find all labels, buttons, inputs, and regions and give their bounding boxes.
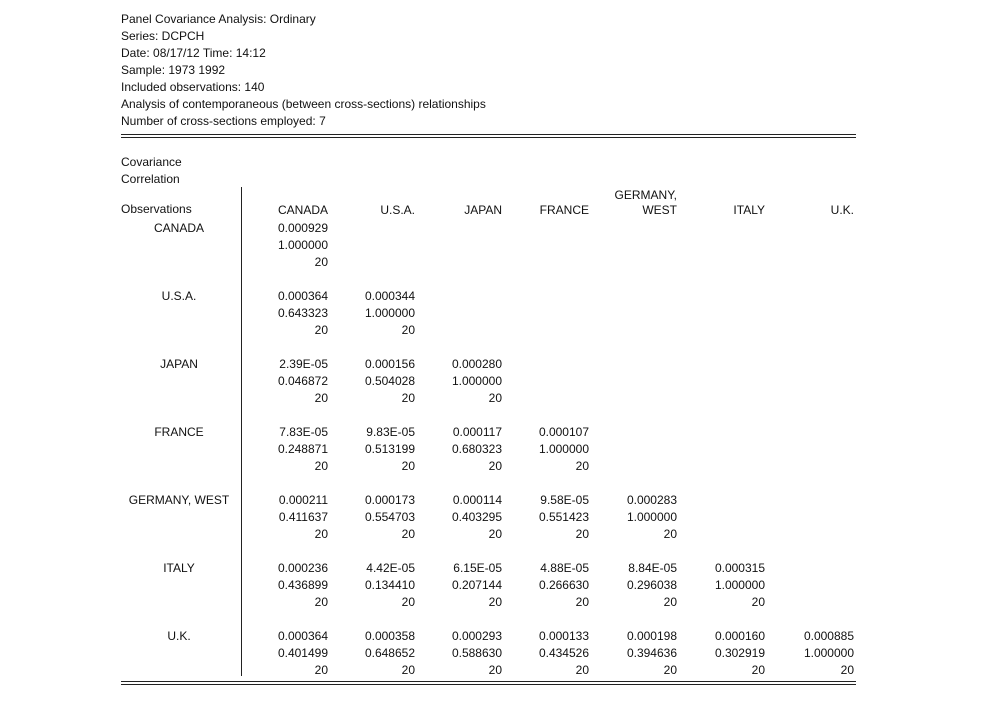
table-cell: 20: [314, 323, 328, 337]
table-cell: 0.680323: [451, 442, 502, 456]
table-cell: 0.411637: [278, 510, 328, 524]
header-line: Date: 08/17/12 Time: 14:12: [121, 46, 266, 60]
table-cell: 20: [488, 391, 502, 405]
table-cell: 4.88E-05: [540, 561, 589, 575]
table-cell: 20: [840, 663, 854, 677]
table-cell: 20: [401, 527, 415, 541]
table-cell: 20: [314, 391, 328, 405]
observations-label: Observations: [121, 202, 192, 216]
header-line: Sample: 1973 1992: [121, 63, 226, 77]
table-cell: 6.15E-05: [453, 561, 502, 575]
table-cell: 0.000364: [277, 629, 328, 643]
table-cell: 20: [751, 595, 765, 609]
table-cell: 20: [488, 595, 502, 609]
column-header: WEST: [642, 203, 677, 217]
row-label: JAPAN: [160, 357, 198, 371]
table-cell: 1.000000: [364, 306, 415, 320]
header-line: Included observations: 140: [121, 80, 265, 94]
table-cell: 0.000315: [714, 561, 765, 575]
table-cell: 20: [314, 255, 328, 269]
column-header: U.K.: [830, 203, 854, 217]
table-cell: 20: [314, 527, 328, 541]
header-line: Number of cross-sections employed: 7: [121, 114, 326, 128]
table-cell: 0.046872: [277, 374, 328, 388]
table-vertical-rule: [241, 187, 242, 676]
table-cell: 0.000117: [452, 425, 502, 439]
table-cell: 20: [314, 595, 328, 609]
header-line: Series: DCPCH: [121, 29, 205, 43]
table-cell: 20: [401, 595, 415, 609]
table-cell: 20: [401, 459, 415, 473]
legend-line: Correlation: [121, 172, 180, 186]
table-cell: 20: [575, 527, 589, 541]
table-cell: 0.643323: [277, 306, 328, 320]
table-cell: 20: [575, 663, 589, 677]
header-line: Panel Covariance Analysis: Ordinary: [121, 12, 316, 26]
column-header: JAPAN: [464, 203, 502, 217]
table-cell: 0.000364: [277, 289, 328, 303]
table-cell: 0.000283: [626, 493, 677, 507]
table-cell: 0.000160: [714, 629, 765, 643]
table-cell: 0.248871: [277, 442, 328, 456]
column-header: U.S.A.: [380, 203, 415, 217]
row-label: U.K.: [167, 629, 191, 643]
table-cell: 20: [401, 663, 415, 677]
table-cell: 0.000280: [451, 357, 502, 371]
column-header: FRANCE: [539, 203, 589, 217]
table-cell: 20: [488, 459, 502, 473]
table-cell: 0.000344: [364, 289, 415, 303]
table-cell: 0.403295: [451, 510, 502, 524]
table-cell: 0.296038: [626, 578, 677, 592]
table-cell: 20: [488, 527, 502, 541]
table-cell: 0.134410: [364, 578, 415, 592]
table-cell: 20: [663, 663, 677, 677]
table-cell: 0.000211: [278, 493, 328, 507]
header-divider: [121, 134, 856, 138]
table-cell: 7.83E-05: [279, 425, 328, 439]
table-cell: 20: [401, 391, 415, 405]
table-cell: 0.000929: [277, 221, 328, 235]
table-cell: 0.000107: [538, 425, 589, 439]
table-cell: 1.000000: [714, 578, 765, 592]
table-cell: 4.42E-05: [366, 561, 415, 575]
table-cell: 2.39E-05: [279, 357, 328, 371]
table-cell: 0.302919: [714, 646, 765, 660]
table-cell: 0.000114: [452, 493, 502, 507]
table-cell: 0.000885: [803, 629, 854, 643]
table-cell: 20: [488, 663, 502, 677]
row-label: FRANCE: [154, 425, 204, 439]
column-header: CANADA: [277, 203, 328, 217]
row-label: ITALY: [163, 561, 195, 575]
table-cell: 20: [663, 595, 677, 609]
table-cell: 0.000293: [451, 629, 502, 643]
table-cell: 0.434526: [538, 646, 589, 660]
table-cell: 20: [401, 323, 415, 337]
table-cell: 1.000000: [803, 646, 854, 660]
table-cell: 8.84E-05: [628, 561, 677, 575]
row-label: CANADA: [153, 221, 204, 235]
table-cell: 0.000198: [626, 629, 677, 643]
table-cell: 0.554703: [364, 510, 415, 524]
table-cell: 0.000133: [538, 629, 589, 643]
table-cell: 0.648652: [364, 646, 415, 660]
table-cell: 0.000358: [364, 629, 415, 643]
table-cell: 0.000236: [277, 561, 328, 575]
row-label: GERMANY, WEST: [128, 493, 230, 507]
table-cell: 0.394636: [626, 646, 677, 660]
table-cell: 0.551423: [538, 510, 589, 524]
table-cell: 1.000000: [277, 238, 328, 252]
table-cell: 0.436899: [277, 578, 328, 592]
table-cell: 20: [314, 459, 328, 473]
table-cell: 1.000000: [538, 442, 589, 456]
row-label: U.S.A.: [161, 289, 197, 303]
table-cell: 20: [751, 663, 765, 677]
column-header: ITALY: [733, 203, 765, 217]
table-cell: 0.000156: [364, 357, 415, 371]
table-cell: 20: [663, 527, 677, 541]
table-cell: 0.401499: [277, 646, 328, 660]
table-cell: 0.000173: [364, 493, 415, 507]
table-cell: 0.588630: [451, 646, 502, 660]
table-cell: 1.000000: [626, 510, 677, 524]
table-bottom-rule: [121, 681, 856, 685]
header-line: Analysis of contemporaneous (between cross-sections) relationships: [121, 97, 486, 111]
table-cell: 0.207144: [451, 578, 502, 592]
table-cell: 9.58E-05: [540, 493, 589, 507]
table-cell: 0.266630: [538, 578, 589, 592]
table-cell: 20: [575, 595, 589, 609]
table-cell: 20: [575, 459, 589, 473]
table-cell: 1.000000: [451, 374, 502, 388]
table-cell: 9.83E-05: [366, 425, 415, 439]
table-cell: 0.504028: [364, 374, 415, 388]
table-cell: 0.513199: [364, 442, 415, 456]
column-header: GERMANY,: [614, 188, 677, 202]
table-cell: 20: [314, 663, 328, 677]
legend-line: Covariance: [121, 155, 182, 169]
